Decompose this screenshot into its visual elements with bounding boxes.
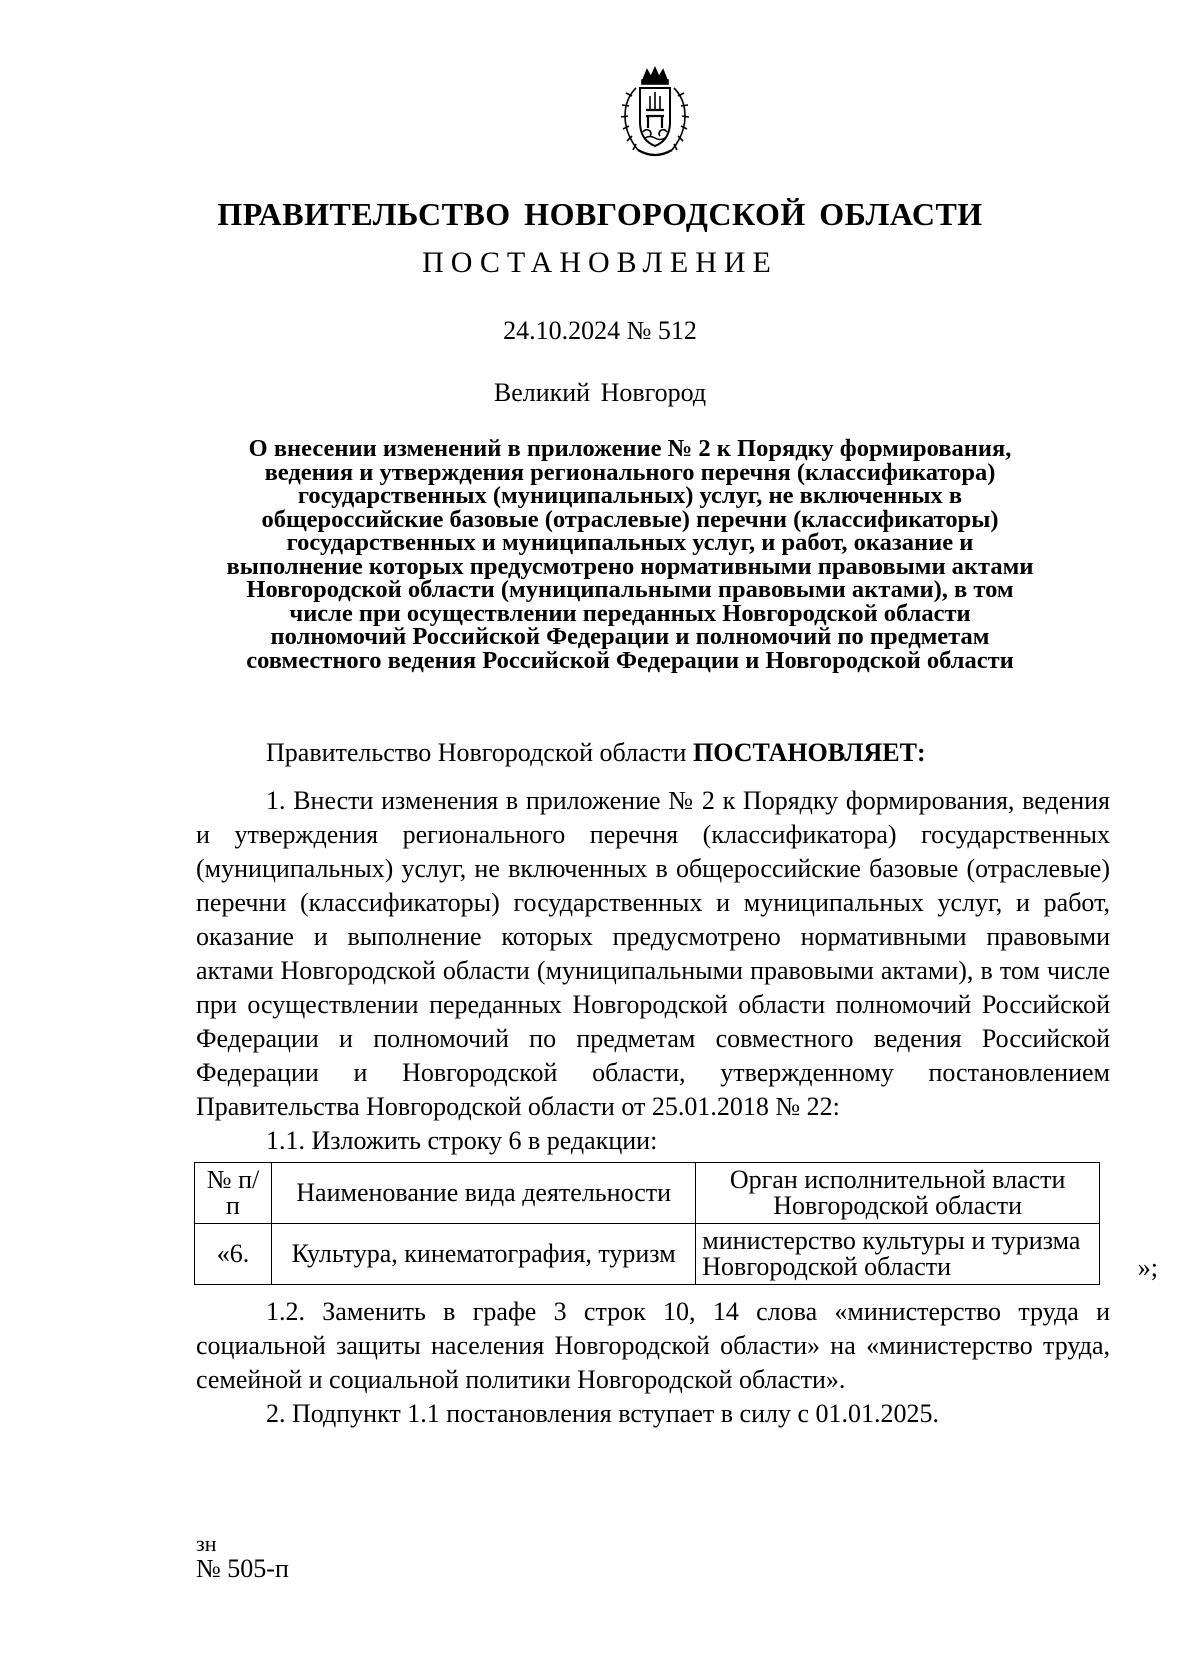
header-cell-activity: Наименование вида деятельности: [272, 1163, 696, 1224]
cell-authority: министерство культуры и туризма Новгородской области: [696, 1224, 1100, 1285]
closing-quote: »;: [1137, 1253, 1158, 1282]
footer-initials: зн: [196, 1531, 217, 1556]
document-body: [196, 736, 1158, 1431]
subject-line: ведения и утверждения регионального перечня (классификатора): [264, 458, 996, 486]
document-type: ПОСТАНОВЛЕНИЕ: [422, 246, 778, 279]
preamble: [196, 736, 1110, 770]
subject-line: Новгородской области (муниципальными правовыми актами), в том: [246, 576, 1014, 603]
subject-line: полномочий Российской Федерации и полномочий по предметам: [270, 623, 990, 650]
cell-number: «6.: [195, 1224, 272, 1285]
subject-line: общероссийские базовые (отраслевые) перечни (классификаторы): [261, 505, 999, 533]
subject-line: выполнение которых предусмотрено нормативными правовыми актами: [226, 552, 1034, 580]
paragraph-1: 1. Внести изменения в приложение № 2 к Порядку формирования, ведения и утверждения регионального перечня (классификатора) государственных (муниципальных) услуг, не включенных в общероссийские базовые (отраслевые) перечни (классификаторы) государственных и муниципальных услуг, и работ, оказание и выполнение которых предусмотрено нормативными правовыми актами Новгородской области (муниципальными правовыми актами), в том числе при осуществлении переданных Новгородской области полномочий Российской Федерации и полномочий по предметам совместного ведения Российской Федерации и Новгородской области, утвержденному постановлением Правительства Новгородской области от 25.01.2018 № 22:: [196, 786, 1110, 1121]
subject-line: О внесении изменений в приложение № 2 к Порядку формирования,: [248, 435, 1012, 462]
header-cell-authority: Орган исполнительной власти Новгородской области: [696, 1163, 1100, 1224]
document-subject: [190, 437, 1070, 672]
organization-name: ПРАВИТЕЛЬСТВО НОВГОРОДСКОЙ ОБЛАСТИ: [217, 196, 983, 232]
subject-line: государственных (муниципальных) услуг, не включенных в: [297, 482, 963, 509]
city: Великий Новгород: [493, 378, 707, 407]
preamble-decree: ПОСТАНОВЛЯЕТ:: [692, 738, 926, 767]
table-header-row: [195, 1163, 1100, 1224]
subject-line: совместного ведения Российской Федерации и Новгородской области: [246, 646, 1014, 674]
table-row: [195, 1224, 1100, 1285]
paragraph-1-2: 1.2. Заменить в графе 3 строк 10, 14 слова «министерство труда и социальной защиты населения Новгородской области» на «министерство труда, семейной и социальной политики Новгородской области».: [196, 1297, 1110, 1394]
coat-of-arms-icon: [618, 66, 692, 162]
paragraph-1-1: 1.1. Изложить строку 6 в редакции:: [266, 1126, 658, 1155]
preamble-text: Правительство Новгородской области: [266, 738, 693, 767]
footer-number: № 505-п: [196, 1554, 289, 1583]
paragraph-2: 2. Подпункт 1.1 постановления вступает в силу с 01.01.2025.: [266, 1399, 939, 1428]
header-cell-number: № п/п: [195, 1163, 272, 1224]
subject-line: государственных и муниципальных услуг, и работ, оказание и: [286, 529, 974, 556]
footer-code: [196, 1533, 289, 1583]
amendment-table: [194, 1162, 1100, 1285]
subject-line: числе при осуществлении переданных Новгородской области: [289, 599, 971, 627]
cell-activity: Культура, кинематография, туризм: [272, 1224, 696, 1285]
amendment-table-wrap: [196, 1162, 1158, 1285]
date-number: 24.10.2024 № 512: [503, 316, 697, 345]
